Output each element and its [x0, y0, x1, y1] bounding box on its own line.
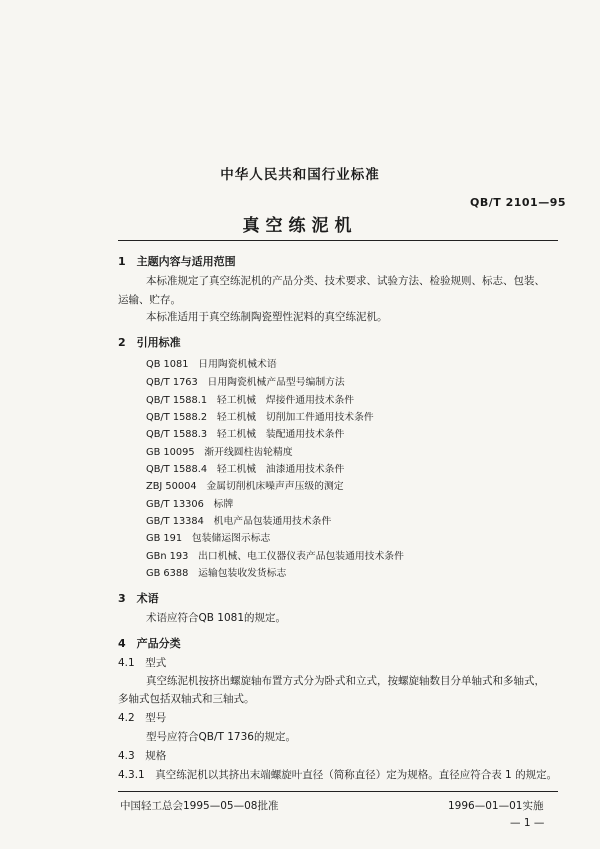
section-4-heading: 4 产品分类	[118, 637, 181, 650]
approval-date: 中国轻工总会1995—05—08批准	[120, 800, 279, 812]
footer-divider	[118, 791, 558, 792]
standard-number: QB/T 2101—95	[470, 196, 567, 209]
reference-item: QB/T 1588.4 轻工机械 油漆通用技术条件	[146, 464, 345, 475]
implementation-date: 1996—01—01实施	[448, 800, 544, 812]
reference-item: QB/T 1588.1 轻工机械 焊接件通用技术条件	[146, 395, 355, 406]
section-1-paragraph-2: 本标准适用于真空练制陶瓷塑性泥料的真空练泥机。	[146, 311, 388, 323]
reference-item: QB/T 1588.2 轻工机械 切削加工件通用技术条件	[146, 412, 374, 423]
section-4-2-heading: 4.2 型号	[118, 712, 167, 724]
section-3-paragraph: 术语应符合QB 1081的规定。	[146, 612, 287, 624]
reference-item: QB 1081 日用陶瓷机械术语	[146, 359, 277, 370]
reference-item: ZBJ 50004 金属切削机床噪声声压级的测定	[146, 481, 344, 492]
section-2-heading: 2 引用标准	[118, 336, 181, 349]
header-divider	[118, 240, 558, 241]
reference-item: GBn 193 出口机械、电工仪器仪表产品包装通用技术条件	[146, 551, 404, 562]
section-1-heading: 1 主题内容与适用范围	[118, 255, 236, 268]
section-1-paragraph-1-line-2: 运输、贮存。	[118, 294, 181, 306]
reference-item: GB 10095 渐开线圆柱齿轮精度	[146, 447, 293, 458]
page-number: — 1 —	[510, 817, 545, 829]
org-standard-heading: 中华人民共和国行业标准	[220, 167, 380, 183]
section-1-paragraph-1-line-1: 本标准规定了真空练泥机的产品分类、技术要求、试验方法、检验规则、标志、包装、	[146, 275, 545, 287]
section-4-1-heading: 4.1 型式	[118, 657, 167, 669]
reference-item: GB/T 13384 机电产品包装通用技术条件	[146, 516, 332, 527]
section-4-3-heading: 4.3 规格	[118, 750, 167, 762]
section-4-2-paragraph: 型号应符合QB/T 1736的规定。	[146, 731, 296, 743]
section-4-3-1-paragraph: 4.3.1 真空练泥机以其挤出末端螺旋叶直径（简称直径）定为规格。直径应符合表 1 的规定。	[118, 769, 558, 781]
reference-item: QB/T 1588.3 轻工机械 装配通用技术条件	[146, 429, 345, 440]
section-4-1-line-1: 真空练泥机按挤出螺旋轴布置方式分为卧式和立式，按螺旋轴数目分单轴式和多轴式，	[146, 675, 545, 687]
section-3-heading: 3 术语	[118, 592, 159, 605]
reference-item: GB 191 包装储运图示标志	[146, 533, 271, 544]
page-title: 真空练泥机	[242, 216, 358, 236]
reference-item: GB/T 13306 标牌	[146, 499, 234, 510]
reference-item: GB 6388 运输包装收发货标志	[146, 568, 287, 579]
reference-item: QB/T 1763 日用陶瓷机械产品型号编制方法	[146, 377, 345, 388]
section-4-1-line-2: 多轴式包括双轴式和三轴式。	[118, 693, 255, 705]
